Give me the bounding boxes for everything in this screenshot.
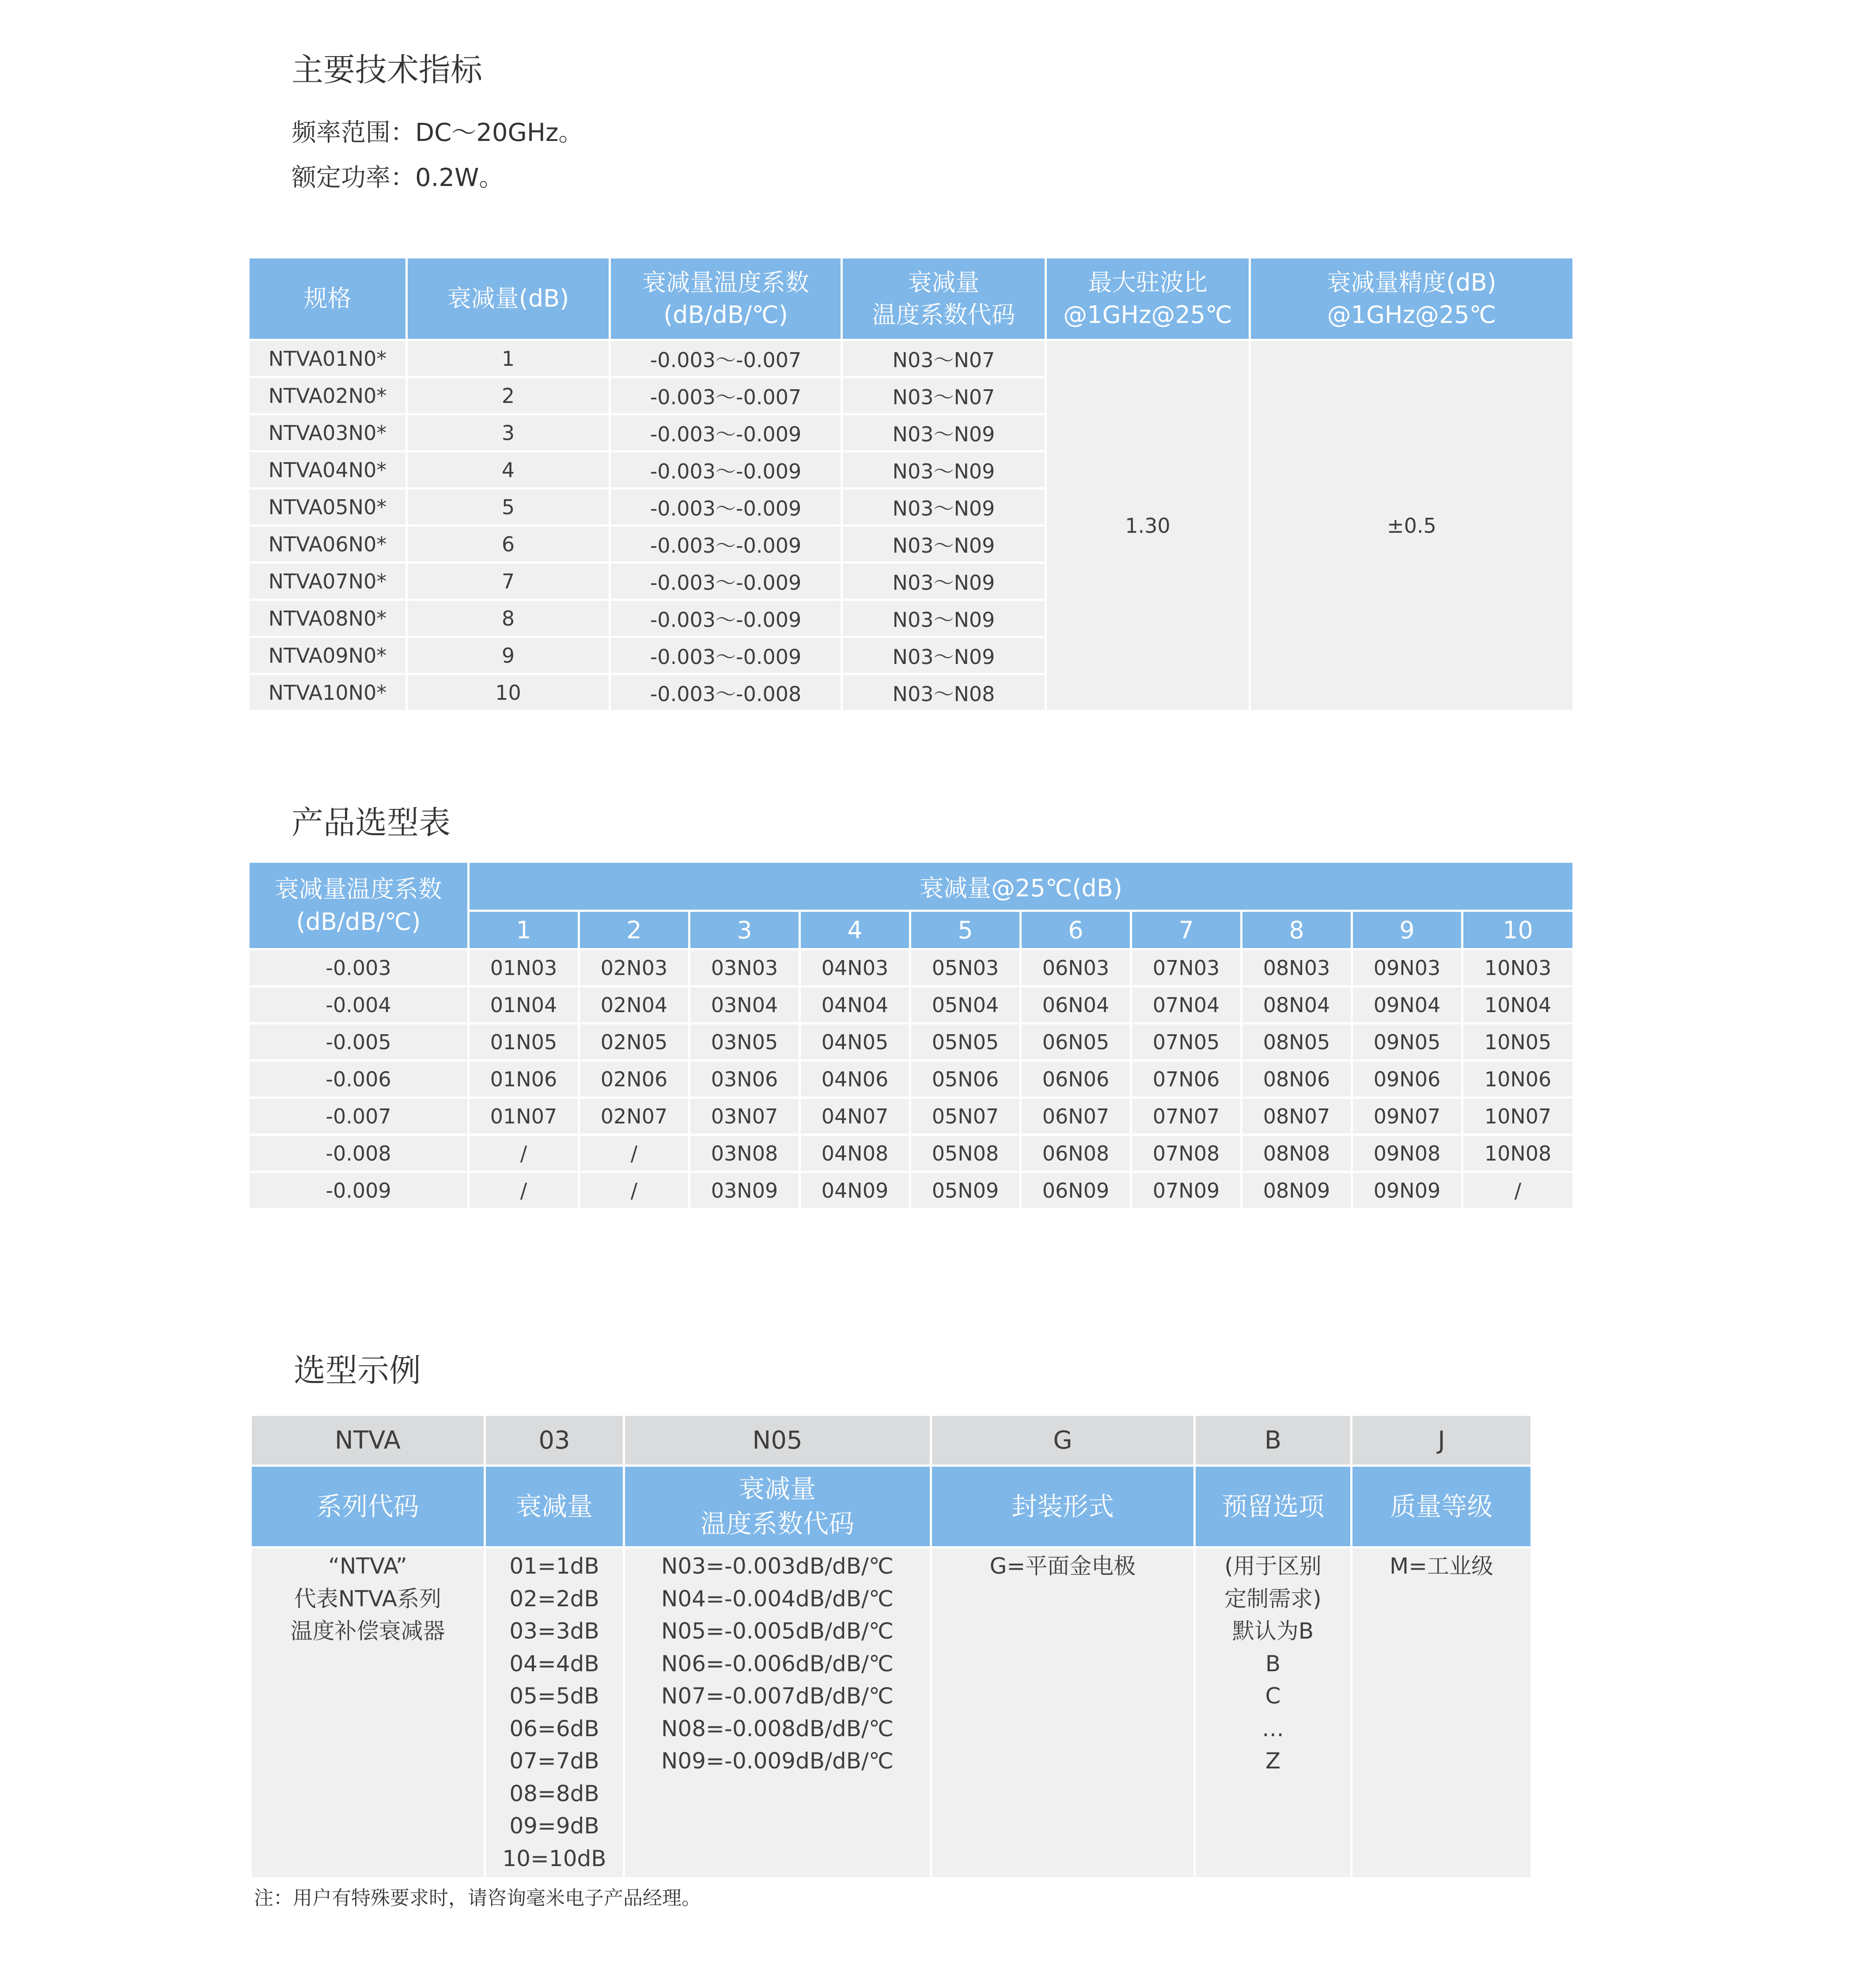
example-detail-line: … bbox=[1262, 1715, 1284, 1741]
spec-table-row bbox=[249, 340, 1574, 377]
selection-code-cell: 05N07 bbox=[910, 1098, 1021, 1135]
selection-code-cell: 10N04 bbox=[1462, 986, 1574, 1024]
selection-coefficient-cell: -0.004 bbox=[249, 986, 469, 1024]
selection-table-row bbox=[249, 1024, 1574, 1061]
example-detail-row bbox=[251, 1548, 1532, 1878]
spec-cell: N03～N09 bbox=[842, 451, 1046, 489]
section-title-example: 选型示例 bbox=[294, 1352, 421, 1389]
example-label-line: 预留选项 bbox=[1221, 1491, 1324, 1521]
selection-code-cell: 03N06 bbox=[689, 1061, 800, 1098]
spec-cell: 10 bbox=[407, 674, 610, 711]
selection-header-attenuation-3: 3 bbox=[689, 911, 800, 949]
selection-code-cell: 04N06 bbox=[800, 1061, 910, 1098]
selection-code-cell: / bbox=[1462, 1172, 1574, 1209]
selection-code-cell: 05N03 bbox=[910, 949, 1021, 986]
selection-code-cell: 01N04 bbox=[469, 986, 579, 1024]
selection-code-cell: 06N06 bbox=[1021, 1061, 1131, 1098]
spec-header-temp-coefficient: 衰减量温度系数 (dB/dB/℃) bbox=[610, 258, 842, 340]
spec-cell: N03～N09 bbox=[842, 600, 1046, 637]
spec-cell: -0.003～-0.009 bbox=[610, 637, 842, 674]
selection-code-cell: 07N08 bbox=[1131, 1135, 1242, 1172]
spec-cell: -0.003～-0.009 bbox=[610, 526, 842, 563]
selection-code-cell: / bbox=[579, 1172, 689, 1209]
example-detail-line: 04=4dB bbox=[509, 1650, 599, 1677]
example-code-cell: NTVA bbox=[251, 1415, 485, 1466]
spec-cell: -0.003～-0.008 bbox=[610, 674, 842, 711]
example-code-cell: B bbox=[1195, 1415, 1352, 1466]
selection-code-cell: 03N09 bbox=[689, 1172, 800, 1209]
example-detail-line: (用于区别 bbox=[1224, 1553, 1322, 1579]
selection-code-cell: 09N07 bbox=[1352, 1098, 1462, 1135]
selection-table-row bbox=[249, 949, 1574, 986]
example-label-cell bbox=[931, 1466, 1195, 1548]
example-detail-line: G=平面金电极 bbox=[989, 1553, 1136, 1579]
selection-code-cell: 07N03 bbox=[1131, 949, 1242, 986]
example-label-line: 温度系数代码 bbox=[700, 1509, 854, 1539]
selection-code-cell: 06N07 bbox=[1021, 1098, 1131, 1135]
spec-vswr-value: 1.30 bbox=[1046, 340, 1250, 711]
example-detail-line: 10=10dB bbox=[502, 1845, 606, 1871]
selection-header-attenuation-4: 4 bbox=[800, 911, 910, 949]
example-detail-line: 06=6dB bbox=[509, 1715, 599, 1741]
example-code-cell: N05 bbox=[624, 1415, 931, 1466]
selection-code-cell: 09N04 bbox=[1352, 986, 1462, 1024]
spec-cell: NTVA03N0* bbox=[249, 414, 407, 451]
selection-code-cell: 02N07 bbox=[579, 1098, 689, 1135]
example-detail-line: 默认为B bbox=[1232, 1618, 1314, 1644]
selection-code-cell: 04N04 bbox=[800, 986, 910, 1024]
example-label-line: 衰减量 bbox=[515, 1491, 593, 1521]
selection-code-cell: 06N04 bbox=[1021, 986, 1131, 1024]
spec-cell: 2 bbox=[407, 377, 610, 414]
example-code-cell: G bbox=[931, 1415, 1195, 1466]
spec-cell: -0.003～-0.009 bbox=[610, 600, 842, 637]
spec-cell: -0.003～-0.007 bbox=[610, 377, 842, 414]
selection-code-cell: 05N06 bbox=[910, 1061, 1021, 1098]
selection-header-attenuation-7: 7 bbox=[1131, 911, 1242, 949]
example-detail-line: 08=8dB bbox=[509, 1780, 599, 1806]
selection-code-cell: 09N09 bbox=[1352, 1172, 1462, 1209]
selection-code-cell: 05N09 bbox=[910, 1172, 1021, 1209]
spec-cell: 3 bbox=[407, 414, 610, 451]
spec-cell: NTVA05N0* bbox=[249, 489, 407, 526]
spec-header-model: 规格 bbox=[249, 258, 407, 340]
example-detail-line: 03=3dB bbox=[509, 1618, 599, 1644]
spec-cell: NTVA06N0* bbox=[249, 526, 407, 563]
example-detail-line: N03=-0.003dB/dB/℃ bbox=[661, 1553, 894, 1579]
selection-code-cell: 09N08 bbox=[1352, 1135, 1462, 1172]
selection-code-cell: 04N03 bbox=[800, 949, 910, 986]
selection-code-cell: 09N06 bbox=[1352, 1061, 1462, 1098]
example-detail-line: 代表NTVA系列 bbox=[294, 1586, 442, 1612]
example-detail-line: 09=9dB bbox=[509, 1813, 599, 1839]
example-detail-line: 定制需求) bbox=[1224, 1586, 1322, 1612]
example-detail-line: “NTVA” bbox=[328, 1553, 407, 1579]
spec-cell: NTVA01N0* bbox=[249, 340, 407, 377]
spec-cell: 5 bbox=[407, 489, 610, 526]
selection-code-cell: 08N06 bbox=[1242, 1061, 1352, 1098]
example-code-cell: J bbox=[1352, 1415, 1532, 1466]
spec-cell: -0.003～-0.009 bbox=[610, 414, 842, 451]
example-detail-line: 05=5dB bbox=[509, 1683, 599, 1709]
example-detail-cell bbox=[624, 1548, 931, 1878]
selection-code-cell: 10N07 bbox=[1462, 1098, 1574, 1135]
selection-code-cell: 01N03 bbox=[469, 949, 579, 986]
example-label-cell bbox=[1352, 1466, 1532, 1548]
example-label-line: 系列代码 bbox=[316, 1491, 419, 1521]
spec-cell: -0.003～-0.009 bbox=[610, 489, 842, 526]
selection-code-cell: 08N09 bbox=[1242, 1172, 1352, 1209]
selection-code-cell: / bbox=[469, 1172, 579, 1209]
spec-cell: NTVA10N0* bbox=[249, 674, 407, 711]
selection-code-cell: / bbox=[579, 1135, 689, 1172]
selection-code-cell: 01N06 bbox=[469, 1061, 579, 1098]
selection-code-cell: 10N03 bbox=[1462, 949, 1574, 986]
example-detail-line: Z bbox=[1265, 1748, 1281, 1774]
selection-header-attenuation-5: 5 bbox=[910, 911, 1021, 949]
spec-cell: NTVA08N0* bbox=[249, 600, 407, 637]
selection-header-attenuation-9: 9 bbox=[1352, 911, 1462, 949]
selection-table-row bbox=[249, 1061, 1574, 1098]
example-detail-cell bbox=[1195, 1548, 1352, 1878]
selection-code-cell: 04N09 bbox=[800, 1172, 910, 1209]
selection-code-cell: 07N07 bbox=[1131, 1098, 1242, 1135]
selection-table-row bbox=[249, 1098, 1574, 1135]
selection-header-attenuation-1: 1 bbox=[469, 911, 579, 949]
selection-coefficient-cell: -0.005 bbox=[249, 1024, 469, 1061]
example-detail-line: B bbox=[1265, 1650, 1281, 1677]
selection-code-cell: 01N07 bbox=[469, 1098, 579, 1135]
footnote: 注：用户有特殊要求时，请咨询毫米电子产品经理。 bbox=[254, 1887, 701, 1909]
selection-code-cell: 07N09 bbox=[1131, 1172, 1242, 1209]
selection-code-cell: 02N03 bbox=[579, 949, 689, 986]
spec-cell: N03～N07 bbox=[842, 340, 1046, 377]
example-detail-cell bbox=[485, 1548, 624, 1878]
example-code-row bbox=[251, 1415, 1532, 1466]
spec-header-attenuation: 衰减量(dB) bbox=[407, 258, 610, 340]
spec-cell: N03～N09 bbox=[842, 526, 1046, 563]
selection-table-row bbox=[249, 1172, 1574, 1209]
rated-power: 额定功率：0.2W。 bbox=[292, 163, 504, 192]
selection-code-cell: 02N06 bbox=[579, 1061, 689, 1098]
selection-table bbox=[247, 861, 1575, 1210]
selection-code-cell: 09N03 bbox=[1352, 949, 1462, 986]
example-detail-line: 01=1dB bbox=[509, 1553, 599, 1579]
selection-code-cell: 08N07 bbox=[1242, 1098, 1352, 1135]
selection-code-cell: 08N08 bbox=[1242, 1135, 1352, 1172]
selection-code-cell: 02N04 bbox=[579, 986, 689, 1024]
selection-code-cell: 07N06 bbox=[1131, 1061, 1242, 1098]
selection-code-cell: 03N05 bbox=[689, 1024, 800, 1061]
example-detail-line: N08=-0.008dB/dB/℃ bbox=[661, 1715, 894, 1741]
selection-code-cell: 08N05 bbox=[1242, 1024, 1352, 1061]
selection-coefficient-cell: -0.003 bbox=[249, 949, 469, 986]
spec-cell: NTVA07N0* bbox=[249, 563, 407, 600]
selection-code-cell: 10N05 bbox=[1462, 1024, 1574, 1061]
selection-coefficient-cell: -0.009 bbox=[249, 1172, 469, 1209]
spec-header-coefficient-code: 衰减量 温度系数代码 bbox=[842, 258, 1046, 340]
spec-cell: N03～N09 bbox=[842, 489, 1046, 526]
example-label-cell bbox=[485, 1466, 624, 1548]
selection-header-attenuation-group: 衰减量@25℃(dB) bbox=[469, 862, 1574, 911]
selection-code-cell: 05N08 bbox=[910, 1135, 1021, 1172]
spec-cell: 8 bbox=[407, 600, 610, 637]
selection-coefficient-cell: -0.008 bbox=[249, 1135, 469, 1172]
selection-code-cell: 04N08 bbox=[800, 1135, 910, 1172]
selection-code-cell: 07N04 bbox=[1131, 986, 1242, 1024]
example-label-cell bbox=[624, 1466, 931, 1548]
spec-cell: NTVA04N0* bbox=[249, 451, 407, 489]
spec-cell: N03～N09 bbox=[842, 414, 1046, 451]
selection-code-cell: 06N08 bbox=[1021, 1135, 1131, 1172]
selection-code-cell: 03N03 bbox=[689, 949, 800, 986]
selection-code-cell: 05N05 bbox=[910, 1024, 1021, 1061]
selection-header-coefficient: 衰减量温度系数 (dB/dB/℃) bbox=[249, 862, 469, 949]
spec-cell: 4 bbox=[407, 451, 610, 489]
spec-cell: 9 bbox=[407, 637, 610, 674]
example-detail-line: N05=-0.005dB/dB/℃ bbox=[661, 1618, 894, 1644]
spec-cell: -0.003～-0.009 bbox=[610, 451, 842, 489]
section-title-specs: 主要技术指标 bbox=[292, 51, 483, 88]
spec-cell: 7 bbox=[407, 563, 610, 600]
selection-coefficient-cell: -0.006 bbox=[249, 1061, 469, 1098]
spec-cell: 6 bbox=[407, 526, 610, 563]
selection-code-cell: 01N05 bbox=[469, 1024, 579, 1061]
example-detail-line: 02=2dB bbox=[509, 1586, 599, 1612]
example-detail-cell bbox=[931, 1548, 1195, 1878]
example-label-line: 封装形式 bbox=[1011, 1491, 1114, 1521]
example-detail-cell bbox=[1352, 1548, 1532, 1878]
selection-code-cell: 05N04 bbox=[910, 986, 1021, 1024]
example-detail-line: N06=-0.006dB/dB/℃ bbox=[661, 1650, 894, 1677]
example-label-cell bbox=[1195, 1466, 1352, 1548]
spec-header-max-vswr: 最大驻波比 @1GHz@25℃ bbox=[1046, 258, 1250, 340]
spec-cell: -0.003～-0.009 bbox=[610, 563, 842, 600]
example-detail-line: M=工业级 bbox=[1389, 1553, 1494, 1579]
selection-table-row bbox=[249, 986, 1574, 1024]
selection-code-cell: 10N08 bbox=[1462, 1135, 1574, 1172]
selection-code-cell: 03N04 bbox=[689, 986, 800, 1024]
selection-header-attenuation-2: 2 bbox=[579, 911, 689, 949]
selection-code-cell: 09N05 bbox=[1352, 1024, 1462, 1061]
example-table bbox=[250, 1414, 1533, 1879]
spec-cell: 1 bbox=[407, 340, 610, 377]
selection-code-cell: 06N03 bbox=[1021, 949, 1131, 986]
spec-table bbox=[247, 256, 1575, 712]
selection-header-attenuation-6: 6 bbox=[1021, 911, 1131, 949]
example-detail-line: C bbox=[1265, 1683, 1281, 1709]
example-code-cell: 03 bbox=[485, 1415, 624, 1466]
example-detail-line: 07=7dB bbox=[509, 1748, 599, 1774]
example-detail-line: N09=-0.009dB/dB/℃ bbox=[661, 1748, 894, 1774]
selection-code-cell: 08N04 bbox=[1242, 986, 1352, 1024]
example-detail-line: 温度补偿衰减器 bbox=[290, 1618, 445, 1644]
selection-code-cell: 04N05 bbox=[800, 1024, 910, 1061]
example-detail-cell bbox=[251, 1548, 485, 1878]
selection-header-row bbox=[249, 862, 1574, 911]
selection-code-cell: 04N07 bbox=[800, 1098, 910, 1135]
selection-code-cell: 06N09 bbox=[1021, 1172, 1131, 1209]
example-label-line: 衰减量 bbox=[739, 1474, 816, 1504]
spec-cell: -0.003～-0.007 bbox=[610, 340, 842, 377]
spec-table-header-row bbox=[249, 258, 1574, 340]
spec-cell: NTVA02N0* bbox=[249, 377, 407, 414]
selection-code-cell: / bbox=[469, 1135, 579, 1172]
example-label-line: 质量等级 bbox=[1390, 1491, 1493, 1521]
spec-header-accuracy: 衰减量精度(dB) @1GHz@25℃ bbox=[1250, 258, 1574, 340]
selection-code-cell: 08N03 bbox=[1242, 949, 1352, 986]
spec-accuracy-value: ±0.5 bbox=[1250, 340, 1574, 711]
selection-table-row bbox=[249, 1135, 1574, 1172]
spec-cell: N03～N09 bbox=[842, 563, 1046, 600]
selection-code-cell: 03N08 bbox=[689, 1135, 800, 1172]
selection-header-attenuation-8: 8 bbox=[1242, 911, 1352, 949]
selection-code-cell: 10N06 bbox=[1462, 1061, 1574, 1098]
selection-coefficient-cell: -0.007 bbox=[249, 1098, 469, 1135]
example-label-cell bbox=[251, 1466, 485, 1548]
example-label-row bbox=[251, 1466, 1532, 1548]
selection-code-cell: 07N05 bbox=[1131, 1024, 1242, 1061]
example-detail-line: N07=-0.007dB/dB/℃ bbox=[661, 1683, 894, 1709]
selection-code-cell: 03N07 bbox=[689, 1098, 800, 1135]
spec-cell: N03～N07 bbox=[842, 377, 1046, 414]
frequency-range: 频率范围：DC～20GHz。 bbox=[292, 118, 583, 147]
spec-cell: N03～N08 bbox=[842, 674, 1046, 711]
selection-code-cell: 06N05 bbox=[1021, 1024, 1131, 1061]
selection-code-cell: 02N05 bbox=[579, 1024, 689, 1061]
section-title-selection: 产品选型表 bbox=[292, 804, 451, 841]
example-detail-line: N04=-0.004dB/dB/℃ bbox=[661, 1586, 894, 1612]
spec-cell: NTVA09N0* bbox=[249, 637, 407, 674]
selection-header-attenuation-10: 10 bbox=[1462, 911, 1574, 949]
spec-cell: N03～N09 bbox=[842, 637, 1046, 674]
